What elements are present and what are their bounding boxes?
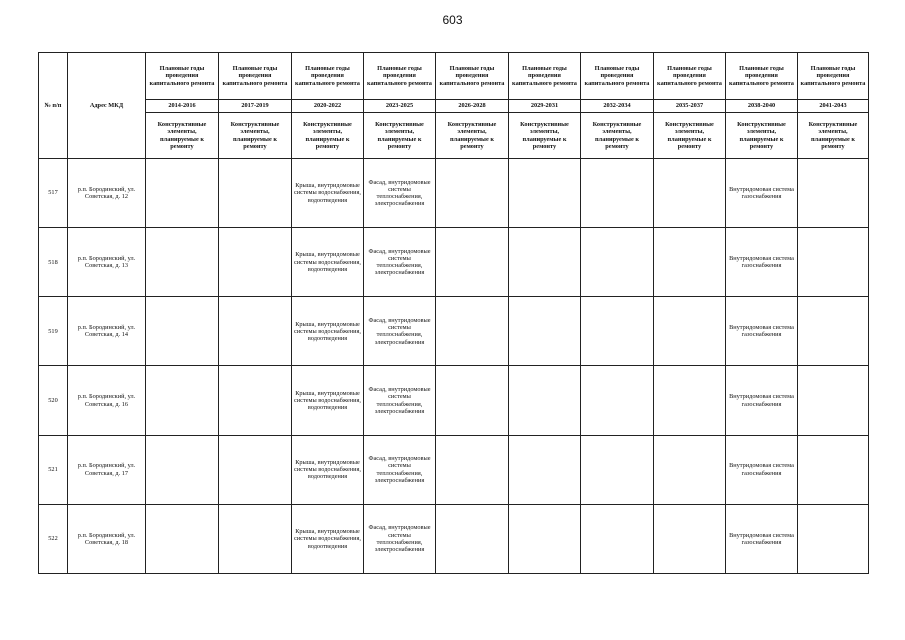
cell-2014-2016 <box>146 366 219 435</box>
cell-2026-2028 <box>436 435 509 504</box>
row-address: р.п. Бородинский, ул. Советская, д. 18 <box>68 504 146 573</box>
header-row-elements <box>39 113 869 159</box>
period-header: 2041-2043 <box>798 100 869 113</box>
elements-header: Конструктивные элементы, планируемые к ремонту <box>798 113 869 159</box>
cell-2026-2028 <box>436 366 509 435</box>
cell-2041-2043 <box>798 159 869 228</box>
row-address: р.п. Бородинский, ул. Советская, д. 13 <box>68 228 146 297</box>
cell-2035-2037 <box>654 435 726 504</box>
elements-header: Конструктивные элементы, планируемые к ремонту <box>654 113 726 159</box>
cell-2029-2031 <box>509 366 581 435</box>
elements-header: Конструктивные элементы, планируемые к ремонту <box>364 113 436 159</box>
cell-2029-2031 <box>509 504 581 573</box>
header-row-plan <box>39 53 869 100</box>
cell-2038-2040: Внутридомовая система газоснабжения <box>726 159 798 228</box>
table-row <box>39 297 869 366</box>
cell-2029-2031 <box>509 297 581 366</box>
cell-2035-2037 <box>654 228 726 297</box>
cell-2038-2040: Внутридомовая система газоснабжения <box>726 297 798 366</box>
plan-header: Плановые годы проведения капитального ремонта <box>581 53 654 100</box>
elements-header: Конструктивные элементы, планируемые к ремонту <box>219 113 292 159</box>
cell-2023-2025: Фасад, внутридомовые системы теплоснабжения, электроснабжения <box>364 435 436 504</box>
cell-2041-2043 <box>798 297 869 366</box>
plan-header: Плановые годы проведения капитального ремонта <box>146 53 219 100</box>
period-header: 2038-2040 <box>726 100 798 113</box>
period-header: 2020-2022 <box>292 100 364 113</box>
plan-header: Плановые годы проведения капитального ремонта <box>798 53 869 100</box>
header-row-years <box>39 100 869 113</box>
row-address: р.п. Бородинский, ул. Советская, д. 14 <box>68 297 146 366</box>
cell-2017-2019 <box>219 159 292 228</box>
period-header: 2023-2025 <box>364 100 436 113</box>
cell-2017-2019 <box>219 366 292 435</box>
cell-2029-2031 <box>509 159 581 228</box>
cell-2032-2034 <box>581 366 654 435</box>
cell-2014-2016 <box>146 504 219 573</box>
cell-2032-2034 <box>581 435 654 504</box>
cell-2038-2040: Внутридомовая система газоснабжения <box>726 228 798 297</box>
cell-2020-2022: Крыша, внутридомовые системы водоснабжения, водоотведения <box>292 366 364 435</box>
cell-2014-2016 <box>146 297 219 366</box>
period-header: 2032-2034 <box>581 100 654 113</box>
cell-2032-2034 <box>581 297 654 366</box>
period-header: 2029-2031 <box>509 100 581 113</box>
cell-2029-2031 <box>509 435 581 504</box>
cell-2014-2016 <box>146 159 219 228</box>
elements-header: Конструктивные элементы, планируемые к ремонту <box>292 113 364 159</box>
table-row <box>39 435 869 504</box>
row-number: 518 <box>39 228 68 297</box>
table-row <box>39 504 869 573</box>
row-number: 522 <box>39 504 68 573</box>
cell-2041-2043 <box>798 435 869 504</box>
cell-2014-2016 <box>146 228 219 297</box>
row-number: 521 <box>39 435 68 504</box>
plan-header: Плановые годы проведения капитального ремонта <box>509 53 581 100</box>
cell-2020-2022: Крыша, внутридомовые системы водоснабжения, водоотведения <box>292 228 364 297</box>
cell-2017-2019 <box>219 228 292 297</box>
elements-header: Конструктивные элементы, планируемые к ремонту <box>436 113 509 159</box>
cell-2041-2043 <box>798 228 869 297</box>
cell-2023-2025: Фасад, внутридомовые системы теплоснабжения, электроснабжения <box>364 504 436 573</box>
cell-2023-2025: Фасад, внутридомовые системы теплоснабжения, электроснабжения <box>364 366 436 435</box>
cell-2032-2034 <box>581 504 654 573</box>
period-header: 2035-2037 <box>654 100 726 113</box>
cell-2017-2019 <box>219 435 292 504</box>
row-address: р.п. Бородинский, ул. Советская, д. 17 <box>68 435 146 504</box>
plan-header: Плановые годы проведения капитального ремонта <box>726 53 798 100</box>
cell-2017-2019 <box>219 504 292 573</box>
num-header: № п/п <box>39 53 68 159</box>
table-row <box>39 159 869 228</box>
row-address: р.п. Бородинский, ул. Советская, д. 16 <box>68 366 146 435</box>
cell-2035-2037 <box>654 366 726 435</box>
table-row <box>39 366 869 435</box>
cell-2026-2028 <box>436 228 509 297</box>
cell-2038-2040: Внутридомовая система газоснабжения <box>726 504 798 573</box>
cell-2026-2028 <box>436 159 509 228</box>
cell-2026-2028 <box>436 504 509 573</box>
cell-2032-2034 <box>581 228 654 297</box>
elements-header: Конструктивные элементы, планируемые к ремонту <box>581 113 654 159</box>
capital-repair-table <box>38 52 869 574</box>
cell-2020-2022: Крыша, внутридомовые системы водоснабжения, водоотведения <box>292 297 364 366</box>
period-header: 2014-2016 <box>146 100 219 113</box>
cell-2038-2040: Внутридомовая система газоснабжения <box>726 435 798 504</box>
period-header: 2017-2019 <box>219 100 292 113</box>
row-number: 519 <box>39 297 68 366</box>
cell-2035-2037 <box>654 504 726 573</box>
plan-header: Плановые годы проведения капитального ремонта <box>436 53 509 100</box>
plan-header: Плановые годы проведения капитального ремонта <box>654 53 726 100</box>
cell-2023-2025: Фасад, внутридомовые системы теплоснабжения, электроснабжения <box>364 159 436 228</box>
table-row <box>39 228 869 297</box>
cell-2020-2022: Крыша, внутридомовые системы водоснабжения, водоотведения <box>292 159 364 228</box>
cell-2023-2025: Фасад, внутридомовые системы теплоснабжения, электроснабжения <box>364 297 436 366</box>
cell-2029-2031 <box>509 228 581 297</box>
row-number: 520 <box>39 366 68 435</box>
cell-2032-2034 <box>581 159 654 228</box>
cell-2035-2037 <box>654 159 726 228</box>
row-address: р.п. Бородинский, ул. Советская, д. 12 <box>68 159 146 228</box>
period-header: 2026-2028 <box>436 100 509 113</box>
cell-2041-2043 <box>798 504 869 573</box>
cell-2020-2022: Крыша, внутридомовые системы водоснабжения, водоотведения <box>292 504 364 573</box>
address-header: Адрес МКД <box>68 53 146 159</box>
elements-header: Конструктивные элементы, планируемые к ремонту <box>146 113 219 159</box>
elements-header: Конструктивные элементы, планируемые к ремонту <box>509 113 581 159</box>
cell-2041-2043 <box>798 366 869 435</box>
elements-header: Конструктивные элементы, планируемые к ремонту <box>726 113 798 159</box>
cell-2020-2022: Крыша, внутридомовые системы водоснабжения, водоотведения <box>292 435 364 504</box>
cell-2026-2028 <box>436 297 509 366</box>
cell-2023-2025: Фасад, внутридомовые системы теплоснабжения, электроснабжения <box>364 228 436 297</box>
plan-header: Плановые годы проведения капитального ремонта <box>219 53 292 100</box>
page-number: 603 <box>442 13 463 27</box>
cell-2014-2016 <box>146 435 219 504</box>
plan-header: Плановые годы проведения капитального ремонта <box>364 53 436 100</box>
row-number: 517 <box>39 159 68 228</box>
cell-2017-2019 <box>219 297 292 366</box>
cell-2038-2040: Внутридомовая система газоснабжения <box>726 366 798 435</box>
plan-header: Плановые годы проведения капитального ремонта <box>292 53 364 100</box>
cell-2035-2037 <box>654 297 726 366</box>
